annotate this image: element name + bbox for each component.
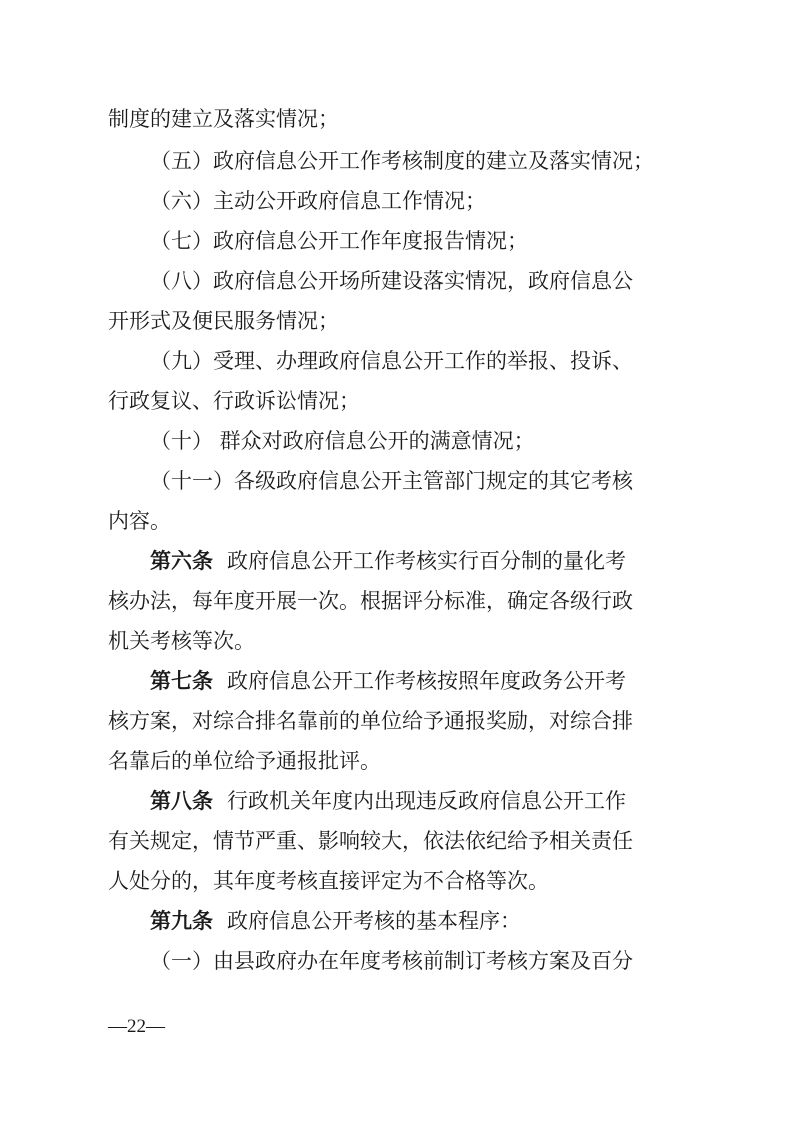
line-text: （五）政府信息公开工作考核制度的建立及落实情况；: [150, 149, 654, 173]
article-6-line: [108, 586, 793, 616]
body-line: [108, 506, 793, 536]
article-6-line: [108, 626, 793, 656]
article-6-label: 第六条: [150, 549, 213, 573]
article-7-text: 名靠后的单位给予通报批评。: [108, 749, 381, 773]
body-line: [108, 104, 793, 134]
article-6-text: 核办法，每年度开展一次。根据评分标准，确定各级行政: [108, 589, 633, 613]
article-9-line: [150, 946, 793, 976]
body-line: [108, 386, 793, 416]
article-9-text: （一）由县政府办在年度考核前制订考核方案及百分: [150, 949, 633, 973]
article-8-label: 第八条: [150, 789, 213, 813]
line-text: （十） 群众对政府信息公开的满意情况；: [150, 429, 535, 453]
article-6-text: 机关考核等次。: [108, 629, 255, 653]
article-8-text: 有关规定，情节严重、影响较大，依法依纪给予相关责任: [108, 829, 633, 853]
line-text: （六）主动公开政府信息工作情况；: [150, 189, 486, 213]
body-line: [150, 426, 793, 456]
article-8-line: [150, 786, 793, 816]
body-line: [150, 466, 793, 496]
article-7-text: 核方案，对综合排名靠前的单位给予通报奖励，对综合排: [108, 709, 633, 733]
body-line: [150, 226, 793, 256]
line-text: 行政复议、行政诉讼情况；: [108, 389, 360, 413]
article-8-text: 人处分的，其年度考核直接评定为不合格等次。: [108, 869, 549, 893]
article-7-line: [108, 746, 793, 776]
article-7-label: 第七条: [150, 669, 213, 693]
article-6-line: [150, 546, 793, 576]
line-text: （七）政府信息公开工作年度报告情况；: [150, 229, 528, 253]
article-7-line: [150, 666, 793, 696]
line-text: （九）受理、办理政府信息公开工作的举报、投诉、: [150, 349, 633, 373]
line-text: 制度的建立及落实情况；: [108, 107, 339, 131]
page-number: —22—: [108, 1016, 165, 1037]
line-text: （十一）各级政府信息公开主管部门规定的其它考核: [150, 469, 633, 493]
body-line: [150, 346, 793, 376]
article-6-text: 政府信息公开工作考核实行百分制的量化考: [227, 549, 626, 573]
article-9-text: 政府信息公开考核的基本程序：: [227, 909, 521, 933]
line-text: 内容。: [108, 509, 171, 533]
body-line: [108, 306, 793, 336]
body-line: [150, 146, 793, 176]
article-8-line: [108, 826, 793, 856]
article-7-text: 政府信息公开工作考核按照年度政务公开考: [227, 669, 626, 693]
article-7-line: [108, 706, 793, 736]
line-text: 开形式及便民服务情况；: [108, 309, 339, 333]
article-9-line: [150, 906, 793, 936]
article-9-label: 第九条: [150, 909, 213, 933]
body-line: [150, 266, 793, 296]
line-text: （八）政府信息公开场所建设落实情况，政府信息公: [150, 269, 633, 293]
article-8-text: 行政机关年度内出现违反政府信息公开工作: [227, 789, 626, 813]
body-line: [150, 186, 793, 216]
article-8-line: [108, 866, 793, 896]
